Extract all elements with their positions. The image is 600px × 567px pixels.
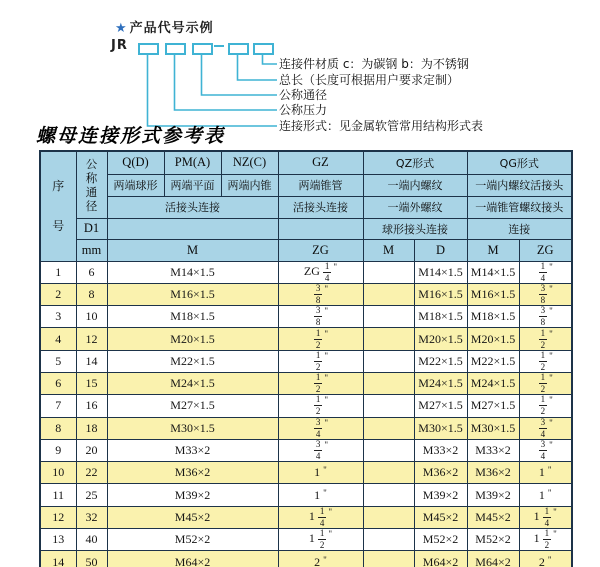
qz-m-cell — [363, 306, 414, 328]
qg-zg-cell: 2 " — [519, 551, 572, 567]
dn-cell: 25 — [76, 484, 107, 506]
zg-cell: 1 $\frac{1}{4}$ " — [278, 506, 363, 528]
header-qz-desc3: 球形接头连接 — [363, 218, 467, 239]
qz-m-cell — [363, 506, 414, 528]
table-row — [40, 484, 572, 506]
qg-zg-cell: 1 $\frac{1}{4}$ " — [519, 506, 572, 528]
diagram-heading-text: 产品代号示例 — [129, 21, 214, 36]
qg-m-cell: M39×2 — [467, 484, 519, 506]
qg-m-cell: M30×1.5 — [467, 417, 519, 439]
zg-cell: $\frac{3}{4}$ " — [278, 417, 363, 439]
qg-m-cell: M24×1.5 — [467, 372, 519, 394]
qz-d-cell: M45×2 — [414, 506, 467, 528]
seq-cell: 2 — [40, 283, 76, 305]
table-body — [40, 261, 572, 567]
table-title: 螺母连接形式参考表 — [36, 125, 226, 147]
zg-cell: $\frac{3}{8}$ " — [278, 283, 363, 305]
qz-m-cell — [363, 529, 414, 551]
qz-d-cell: M36×2 — [414, 462, 467, 484]
qg-m-cell: M64×2 — [467, 551, 519, 567]
seq-cell: 5 — [40, 350, 76, 372]
table-row — [40, 439, 572, 461]
dn-cell: 6 — [76, 261, 107, 283]
dn-cell: 22 — [76, 462, 107, 484]
qz-d-cell: M30×1.5 — [414, 417, 467, 439]
header-pm-desc: 两端平面 — [164, 174, 221, 196]
table-row — [40, 306, 572, 328]
dn-cell: 18 — [76, 417, 107, 439]
qz-m-cell — [363, 484, 414, 506]
header-nz: NZ(C) — [221, 151, 278, 174]
diagram-label: 公称通径 — [279, 88, 328, 102]
dn-cell: 8 — [76, 283, 107, 305]
dn-cell: 40 — [76, 529, 107, 551]
qz-m-cell — [363, 372, 414, 394]
header-unit-qz-m: M — [363, 239, 414, 261]
header-unit-zg: ZG — [278, 239, 363, 261]
code-box — [138, 43, 159, 55]
qz-m-cell — [363, 462, 414, 484]
table-row — [40, 417, 572, 439]
qg-zg-cell: $\frac{1}{4}$ " — [519, 261, 572, 283]
m-cell: M30×1.5 — [107, 417, 278, 439]
qz-m-cell — [363, 283, 414, 305]
header-seq: 序号 — [40, 151, 76, 261]
qg-m-cell: M27×1.5 — [467, 395, 519, 417]
qg-m-cell: M14×1.5 — [467, 261, 519, 283]
zg-cell: 1 " — [278, 462, 363, 484]
qz-d-cell: M20×1.5 — [414, 328, 467, 350]
seq-cell: 3 — [40, 306, 76, 328]
qg-zg-cell: 1 $\frac{1}{2}$ " — [519, 529, 572, 551]
table-row — [40, 551, 572, 567]
qg-m-cell: M18×1.5 — [467, 306, 519, 328]
seq-cell: 6 — [40, 372, 76, 394]
m-cell: M22×1.5 — [107, 350, 278, 372]
dn-cell: 20 — [76, 439, 107, 461]
zg-cell: 1 " — [278, 484, 363, 506]
empty-cell — [107, 218, 278, 239]
table-row — [40, 372, 572, 394]
header-qg-desc3: 连接 — [467, 218, 572, 239]
dn-cell: 16 — [76, 395, 107, 417]
star-icon: ★ — [115, 21, 128, 36]
m-cell: M14×1.5 — [107, 261, 278, 283]
m-cell: M27×1.5 — [107, 395, 278, 417]
qg-zg-cell: $\frac{1}{2}$ " — [519, 372, 572, 394]
header-unit-qg-m: M — [467, 239, 519, 261]
qg-zg-cell: $\frac{3}{8}$ " — [519, 306, 572, 328]
table-row — [40, 395, 572, 417]
qg-m-cell: M33×2 — [467, 439, 519, 461]
qg-zg-cell: 1 " — [519, 484, 572, 506]
qz-d-cell: M14×1.5 — [414, 261, 467, 283]
header-q: Q(D) — [107, 151, 164, 174]
qz-m-cell — [363, 350, 414, 372]
header-nz-desc: 两端内锥 — [221, 174, 278, 196]
header-gz: GZ — [278, 151, 363, 174]
code-box — [165, 43, 186, 55]
qz-d-cell: M52×2 — [414, 529, 467, 551]
qz-d-cell: M33×2 — [414, 439, 467, 461]
diagram-label: 公称压力 — [279, 103, 328, 117]
seq-cell: 12 — [40, 506, 76, 528]
header-unit-m: M — [107, 239, 278, 261]
qz-d-cell: M64×2 — [414, 551, 467, 567]
seq-cell: 13 — [40, 529, 76, 551]
qg-m-cell: M22×1.5 — [467, 350, 519, 372]
qg-m-cell: M36×2 — [467, 462, 519, 484]
code-box — [228, 43, 249, 55]
qz-m-cell — [363, 328, 414, 350]
header-union-q: 活接头连接 — [107, 196, 278, 218]
dn-cell: 50 — [76, 551, 107, 567]
m-cell: M64×2 — [107, 551, 278, 567]
header-union-gz: 活接头连接 — [278, 196, 363, 218]
diagram-label: 连接形式：见金属软管常用结构形式表 — [279, 119, 484, 133]
header-gz-desc: 两端锥管 — [278, 174, 363, 196]
qz-m-cell — [363, 551, 414, 567]
m-cell: M16×1.5 — [107, 283, 278, 305]
code-box — [253, 43, 274, 55]
header-q-desc: 两端球形 — [107, 174, 164, 196]
zg-cell: 2 " — [278, 551, 363, 567]
qz-d-cell: M22×1.5 — [414, 350, 467, 372]
m-cell: M39×2 — [107, 484, 278, 506]
qz-d-cell: M27×1.5 — [414, 395, 467, 417]
header-qg-desc1: 一端内螺纹活接头 — [467, 174, 572, 196]
qg-zg-cell: $\frac{1}{2}$ " — [519, 328, 572, 350]
seq-cell: 11 — [40, 484, 76, 506]
dn-cell: 15 — [76, 372, 107, 394]
qg-zg-cell: $\frac{3}{4}$ " — [519, 439, 572, 461]
qz-d-cell: M16×1.5 — [414, 283, 467, 305]
m-cell: M18×1.5 — [107, 306, 278, 328]
seq-cell: 1 — [40, 261, 76, 283]
nut-connection-reference-table — [39, 150, 573, 567]
seq-cell: 4 — [40, 328, 76, 350]
diagram-heading — [115, 17, 214, 36]
empty-cell — [278, 218, 363, 239]
header-dn: 公称通径 — [76, 151, 107, 218]
qg-zg-cell: $\frac{3}{8}$ " — [519, 283, 572, 305]
header-unit-qz-d: D — [414, 239, 467, 261]
header-qz-desc1: 一端内螺纹 — [363, 174, 467, 196]
header-pm: PM(A) — [164, 151, 221, 174]
header-mm: mm — [76, 239, 107, 261]
m-cell: M52×2 — [107, 529, 278, 551]
table-row — [40, 283, 572, 305]
zg-cell: $\frac{1}{2}$ " — [278, 350, 363, 372]
zg-cell: ZG $\frac{1}{4}$ " — [278, 261, 363, 283]
zg-cell: $\frac{1}{2}$ " — [278, 395, 363, 417]
zg-cell: $\frac{1}{2}$ " — [278, 372, 363, 394]
qg-m-cell: M45×2 — [467, 506, 519, 528]
seq-cell: 10 — [40, 462, 76, 484]
seq-cell: 7 — [40, 395, 76, 417]
header-qg: QG形式 — [467, 151, 572, 174]
header-qz: QZ形式 — [363, 151, 467, 174]
m-cell: M45×2 — [107, 506, 278, 528]
header-unit-qg-zg: ZG — [519, 239, 572, 261]
dn-cell: 10 — [76, 306, 107, 328]
seq-cell: 14 — [40, 551, 76, 567]
zg-cell: $\frac{3}{8}$ " — [278, 306, 363, 328]
qz-d-cell: M24×1.5 — [414, 372, 467, 394]
seq-cell: 8 — [40, 417, 76, 439]
qz-m-cell — [363, 395, 414, 417]
header-qz-desc2: 一端外螺纹 — [363, 196, 467, 218]
qz-d-cell: M39×2 — [414, 484, 467, 506]
qg-zg-cell: $\frac{1}{2}$ " — [519, 350, 572, 372]
header-d1: D1 — [76, 218, 107, 239]
header-qg-desc2: 一端锥管螺纹接头 — [467, 196, 572, 218]
qg-m-cell: M16×1.5 — [467, 283, 519, 305]
code-prefix: JR — [111, 38, 128, 53]
qz-m-cell — [363, 417, 414, 439]
dn-cell: 32 — [76, 506, 107, 528]
qz-m-cell — [363, 439, 414, 461]
diagram-label: 总长（长度可根据用户要求定制） — [279, 73, 460, 87]
table-row — [40, 350, 572, 372]
m-cell: M20×1.5 — [107, 328, 278, 350]
code-box — [192, 43, 213, 55]
table-row — [40, 328, 572, 350]
qg-zg-cell: $\frac{1}{2}$ " — [519, 395, 572, 417]
zg-cell: $\frac{3}{4}$ " — [278, 439, 363, 461]
dn-cell: 14 — [76, 350, 107, 372]
qg-zg-cell: 1 " — [519, 462, 572, 484]
table-row — [40, 462, 572, 484]
qz-m-cell — [363, 261, 414, 283]
zg-cell: 1 $\frac{1}{2}$ " — [278, 529, 363, 551]
zg-cell: $\frac{1}{2}$ " — [278, 328, 363, 350]
dn-cell: 12 — [76, 328, 107, 350]
qg-m-cell: M52×2 — [467, 529, 519, 551]
qz-d-cell: M18×1.5 — [414, 306, 467, 328]
qg-zg-cell: $\frac{3}{4}$ " — [519, 417, 572, 439]
m-cell: M24×1.5 — [107, 372, 278, 394]
table-row — [40, 506, 572, 528]
m-cell: M36×2 — [107, 462, 278, 484]
code-separator — [214, 45, 224, 47]
table-row — [40, 529, 572, 551]
qg-m-cell: M20×1.5 — [467, 328, 519, 350]
seq-cell: 9 — [40, 439, 76, 461]
diagram-label: 连接件材质 c：为碳钢 b：为不锈钢 — [279, 57, 469, 71]
table-row — [40, 261, 572, 283]
m-cell: M33×2 — [107, 439, 278, 461]
